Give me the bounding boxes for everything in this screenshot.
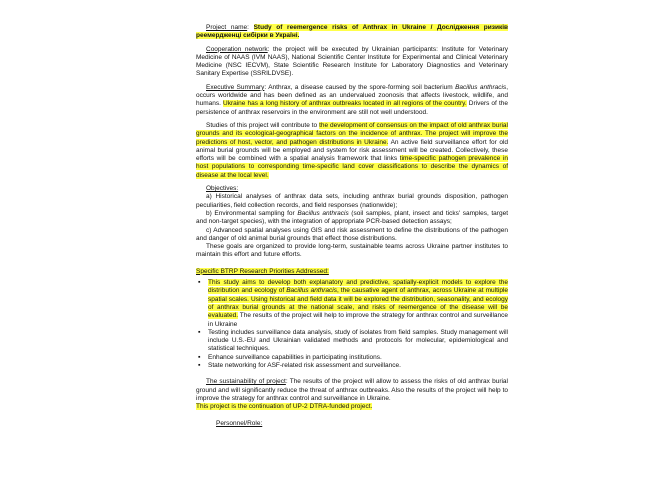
- priority-1-highlight-b: , the causative agent of anthrax, across Ukraine at multiple spatial scales. Using historical and field data it will be explored the distribution, seasonality, and ecology of anthrax burial grounds at the national scale, and risks of reemergence of the disease will be evaluated.: [208, 287, 509, 320]
- priority-1-rest: The results of the project will help to improve the strategy for anthrax control and surveillance in Ukraine: [208, 312, 508, 328]
- project-name-paragraph: Project name: Study of reemergence risks of Anthrax in Ukraine / Дослідження ризиків реемердженці сибірки в Україні.: [196, 24, 508, 40]
- priority-1-highlight-a: This study aims to develop both explanatory and predictive, spatially-explicit models to explore the distribution and ecology of: [208, 279, 508, 295]
- summary-text-b: , occurs worldwide and has been defined as an undervalued zoonosis that affects livestock, wildlife, and humans.: [196, 83, 509, 108]
- priority-item-1: [208, 279, 508, 329]
- studies-paragraph: [196, 122, 508, 180]
- summary-text-c: Drivers of the persistence of anthrax reservoirs in the environment are still not well understood.: [196, 100, 508, 116]
- studies-text-a: Studies of this project will contribute to: [206, 121, 320, 129]
- studies-text-b: An active field surveillance effort for old animal burial grounds will be employed and system for risk assessment will be created. Collectively, these efforts will be combined with a spatial analysis framework that links: [196, 138, 508, 163]
- objective-b-pre: b) Environmental sampling for: [206, 209, 298, 217]
- priority-1-highlight-italic: Bacillus anthracis: [286, 287, 337, 295]
- studies-highlight-b: time-specific pathogen prevalence in host populations to corresponding time-specific land cover classifications to describe the dynamics of disease at the local level.: [196, 155, 508, 179]
- executive-summary-paragraph: [196, 84, 508, 117]
- personnel-label: Personnel/Role:: [216, 420, 263, 428]
- sustainability-text: : The results of the project will allow to assess the risks of old anthrax burial ground and will significantly reduce the threat of anthrax outbreaks. Also the results of the project will help to improve the strategy for anthrax control and surveillance in Ukraine.: [196, 378, 508, 402]
- document-page: [196, 24, 508, 434]
- summary-italic-a: Bacillus anthracis: [455, 83, 507, 91]
- summary-text-a: : Anthrax, a disease caused by the spore-forming soil bacterium: [264, 83, 456, 91]
- priorities-list: [196, 279, 508, 370]
- priorities-label: Specific BTRP Research Priorities Addressed:: [196, 267, 329, 275]
- project-name-label: Project name: [206, 24, 248, 31]
- objective-c: c) Advanced spatial analyses using GIS and risk assessment to define the distributions of the pathogen and danger of old animal burial grounds that effect those distributions.: [196, 226, 508, 242]
- project-title: Study of reemergence risks of Anthrax in Ukraine / Дослідження ризиків реемердженці сибірки в Україні.: [196, 24, 508, 40]
- priorities-heading: [196, 268, 508, 276]
- objective-b-post: (soil samples, plant, insect and ticks' samples, target and non-target species), with the integration of appropriate PCR-based detection assays;: [196, 209, 509, 226]
- cooperation-network-paragraph: [196, 46, 508, 79]
- priority-item-3: ▪ Enhance surveillance capabilities in participating institutions.: [208, 354, 508, 362]
- sustainability-highlight: This project is the continuation of UP-2 DTRA-funded project.: [196, 403, 373, 411]
- sustainability-label: The sustainability of project: [206, 378, 286, 386]
- objective-b-italic: Bacillus anthracis: [297, 209, 349, 217]
- objectives-label: Objectives:: [206, 185, 239, 193]
- objectives-section: [196, 185, 508, 260]
- objective-a: a) Historical analyses of anthrax data sets, including anthrax burial grounds disposition, pathogen peculiarities, field collection records, and field responses (nationwide);: [196, 193, 508, 209]
- studies-highlight-a: the development of consensus on the impact of old anthrax burial grounds and its ecological-geographical factors on the incidence of anthrax. The project will improve the predictions of host, vector, and pathogen distributions in Ukraine.: [196, 121, 508, 146]
- sustainability-paragraph: [196, 378, 508, 411]
- objective-b: [196, 210, 508, 227]
- cooperation-network-text: : the project will be executed by Ukrainian participants: Institute for Veterinary Medicine of NAAS (IVM NAAS), National Scientific Center Institute for Experimental and Clinical Veterinary Medicine (NSC IECVM), State Scientific Research Institute for Laboratory Diagnostics and Veterinary Sanitary Expertise (SSRILDVSE).: [196, 45, 508, 78]
- priority-item-4: ▪ State networking for ASF-related risk assessment and surveillance.: [208, 362, 508, 370]
- personnel-heading: [196, 420, 508, 428]
- objectives-goals: These goals are organized to provide long-term, sustainable teams across Ukraine partner institutes to maintain this effort and future efforts.: [196, 243, 508, 259]
- priority-item-2: ▪ Testing includes surveillance data analysis, study of isolates from field samples. Study management will include U.S.-EU and Ukrainian validated methods and protocols for molecular, epidemiological and statistical techniques.: [208, 329, 508, 354]
- cooperation-network-label: Cooperation network: [206, 45, 268, 53]
- executive-summary-label: Executive Summary: [206, 83, 265, 91]
- summary-highlight: Ukraine has a long history of anthrax outbreaks located in all regions of the country.: [223, 100, 467, 108]
